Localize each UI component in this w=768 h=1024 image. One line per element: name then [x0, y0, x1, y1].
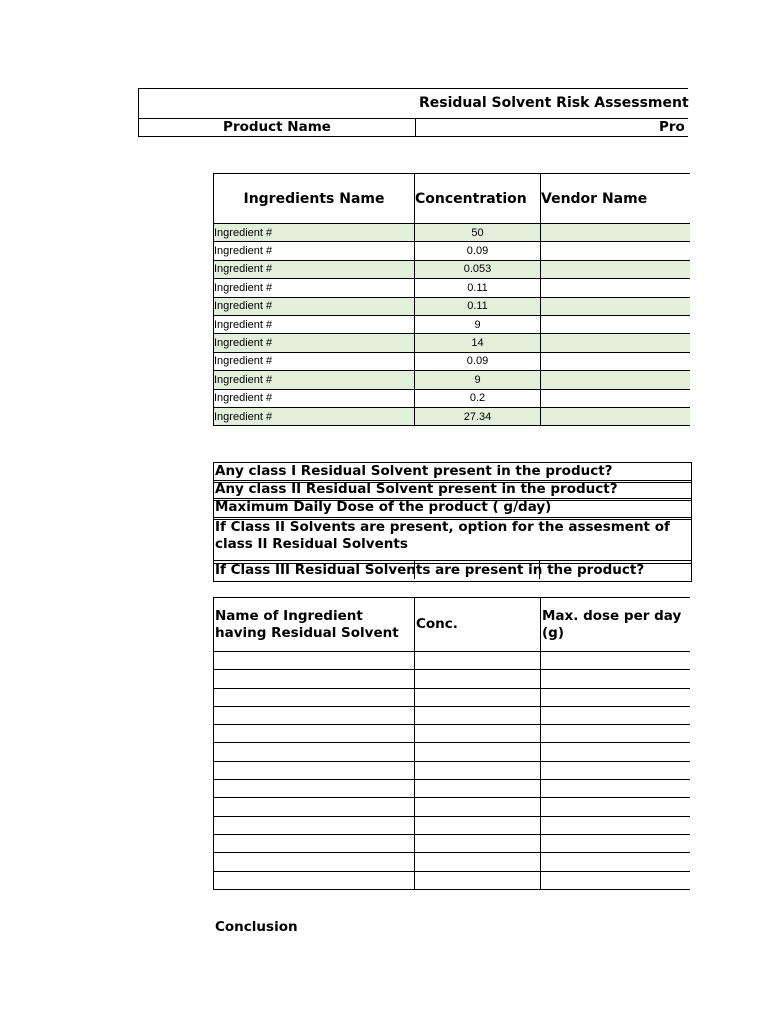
conc-cell[interactable]: [415, 761, 541, 779]
question-max-daily-dose[interactable]: Maximum Daily Dose of the product ( g/day): [213, 498, 692, 520]
table-row: [214, 706, 690, 724]
conc-cell[interactable]: [415, 834, 541, 852]
ingredient-cell[interactable]: [214, 670, 415, 688]
col-conc: Conc.: [415, 598, 541, 652]
conc-cell[interactable]: [415, 780, 541, 798]
product-name-row: [138, 118, 688, 137]
max-dose-cell[interactable]: [541, 725, 690, 743]
table-row: [214, 352, 690, 370]
col-vendor-name: Vendor Name: [541, 174, 690, 224]
report-title-row: [138, 88, 688, 119]
ingredient-name-cell[interactable]: Ingredient #: [214, 297, 415, 315]
ingredient-name-cell[interactable]: Ingredient #: [214, 389, 415, 407]
vendor-name-cell[interactable]: [541, 389, 690, 407]
table-row: [214, 670, 690, 688]
max-dose-cell[interactable]: [541, 853, 690, 871]
table-row: [214, 371, 690, 389]
table-row: [214, 224, 690, 242]
ingredients-header-row: [214, 174, 690, 224]
cell-divider: [414, 561, 415, 579]
ingredient-cell[interactable]: [214, 688, 415, 706]
table-row: [214, 334, 690, 352]
conc-cell[interactable]: [415, 743, 541, 761]
product-name-label: Product Name: [223, 119, 331, 135]
col-ingredient-with-solvent: Name of Ingredient having Residual Solvent: [214, 598, 415, 652]
question-class-1[interactable]: Any class I Residual Solvent present in the product?: [213, 462, 692, 483]
product-label-clipped: Pro: [659, 119, 685, 135]
col-concentration: Concentration: [415, 174, 541, 224]
table-row: [214, 389, 690, 407]
ingredients-table: [213, 173, 690, 426]
concentration-cell[interactable]: 0.053: [415, 260, 541, 278]
vendor-name-cell[interactable]: [541, 407, 690, 425]
table-row: [214, 407, 690, 425]
max-dose-cell[interactable]: [541, 706, 690, 724]
table-row: [214, 315, 690, 333]
ingredient-cell[interactable]: [214, 743, 415, 761]
residual-solvent-table: [213, 597, 690, 890]
concentration-cell[interactable]: 0.11: [415, 297, 541, 315]
ingredient-cell[interactable]: [214, 725, 415, 743]
table-row: [214, 725, 690, 743]
vendor-name-cell[interactable]: [541, 352, 690, 370]
concentration-cell[interactable]: 9: [415, 371, 541, 389]
ingredient-cell[interactable]: [214, 761, 415, 779]
vendor-name-cell[interactable]: [541, 224, 690, 242]
conc-cell[interactable]: [415, 706, 541, 724]
max-dose-cell[interactable]: [541, 834, 690, 852]
question-class-3[interactable]: [213, 560, 692, 582]
residual-solvent-header-row: [214, 598, 690, 652]
conc-cell[interactable]: [415, 816, 541, 834]
table-row: [214, 798, 690, 816]
question-class-2-option[interactable]: If Class II Solvents are present, option for the assesment of class II Residual Solvents: [213, 517, 692, 564]
ingredient-name-cell[interactable]: Ingredient #: [214, 371, 415, 389]
max-dose-cell[interactable]: [541, 652, 690, 670]
max-dose-cell[interactable]: [541, 780, 690, 798]
concentration-cell[interactable]: 0.09: [415, 352, 541, 370]
max-dose-cell[interactable]: [541, 743, 690, 761]
max-dose-cell[interactable]: [541, 761, 690, 779]
table-row: [214, 652, 690, 670]
ingredient-cell[interactable]: [214, 853, 415, 871]
ingredient-cell[interactable]: [214, 798, 415, 816]
table-row: [214, 816, 690, 834]
report-title: Residual Solvent Risk Assessment: [419, 95, 689, 111]
ingredient-cell[interactable]: [214, 652, 415, 670]
question-class-3-text: If Class III Residual Solvents are present in the product?: [215, 562, 645, 578]
vendor-name-cell[interactable]: [541, 371, 690, 389]
ingredient-name-cell[interactable]: Ingredient #: [214, 260, 415, 278]
concentration-cell[interactable]: 0.2: [415, 389, 541, 407]
concentration-cell[interactable]: 14: [415, 334, 541, 352]
vendor-name-cell[interactable]: [541, 334, 690, 352]
vendor-name-cell[interactable]: [541, 260, 690, 278]
table-row: [214, 260, 690, 278]
conc-cell[interactable]: [415, 688, 541, 706]
concentration-cell[interactable]: 9: [415, 315, 541, 333]
ingredient-cell[interactable]: [214, 780, 415, 798]
conc-cell[interactable]: [415, 871, 541, 889]
ingredient-name-cell[interactable]: Ingredient #: [214, 334, 415, 352]
cell-divider: [539, 561, 540, 579]
max-dose-cell[interactable]: [541, 670, 690, 688]
vendor-name-cell[interactable]: [541, 279, 690, 297]
table-row: [214, 780, 690, 798]
ingredient-name-cell[interactable]: Ingredient #: [214, 224, 415, 242]
max-dose-cell[interactable]: [541, 816, 690, 834]
conc-cell[interactable]: [415, 798, 541, 816]
table-row: [214, 242, 690, 260]
ingredient-cell[interactable]: [214, 834, 415, 852]
conc-cell[interactable]: [415, 652, 541, 670]
ingredient-cell[interactable]: [214, 816, 415, 834]
ingredient-name-cell[interactable]: Ingredient #: [214, 407, 415, 425]
ingredient-name-cell[interactable]: Ingredient #: [214, 279, 415, 297]
table-row: [214, 853, 690, 871]
table-row: [214, 743, 690, 761]
concentration-cell[interactable]: 27.34: [415, 407, 541, 425]
concentration-cell[interactable]: 0.09: [415, 242, 541, 260]
table-row: [214, 761, 690, 779]
concentration-cell[interactable]: 50: [415, 224, 541, 242]
vendor-name-cell[interactable]: [541, 315, 690, 333]
max-dose-cell[interactable]: [541, 798, 690, 816]
concentration-cell[interactable]: 0.11: [415, 279, 541, 297]
max-dose-cell[interactable]: [541, 871, 690, 889]
vendor-name-cell[interactable]: [541, 297, 690, 315]
ingredient-cell[interactable]: [214, 871, 415, 889]
table-row: [214, 297, 690, 315]
conc-cell[interactable]: [415, 853, 541, 871]
conc-cell[interactable]: [415, 725, 541, 743]
max-dose-cell[interactable]: [541, 688, 690, 706]
ingredient-cell[interactable]: [214, 706, 415, 724]
table-row: [214, 871, 690, 889]
conc-cell[interactable]: [415, 670, 541, 688]
col-ingredients-name: Ingredients Name: [214, 174, 415, 224]
table-row: [214, 834, 690, 852]
table-row: [214, 688, 690, 706]
ingredient-name-cell[interactable]: Ingredient #: [214, 242, 415, 260]
question-class-2[interactable]: Any class II Residual Solvent present in the product?: [213, 480, 692, 501]
table-row: [214, 279, 690, 297]
ingredient-name-cell[interactable]: Ingredient #: [214, 315, 415, 333]
col-max-dose: Max. dose per day (g): [541, 598, 690, 652]
vendor-name-cell[interactable]: [541, 242, 690, 260]
conclusion-label: Conclusion: [215, 919, 298, 935]
ingredient-name-cell[interactable]: Ingredient #: [214, 352, 415, 370]
